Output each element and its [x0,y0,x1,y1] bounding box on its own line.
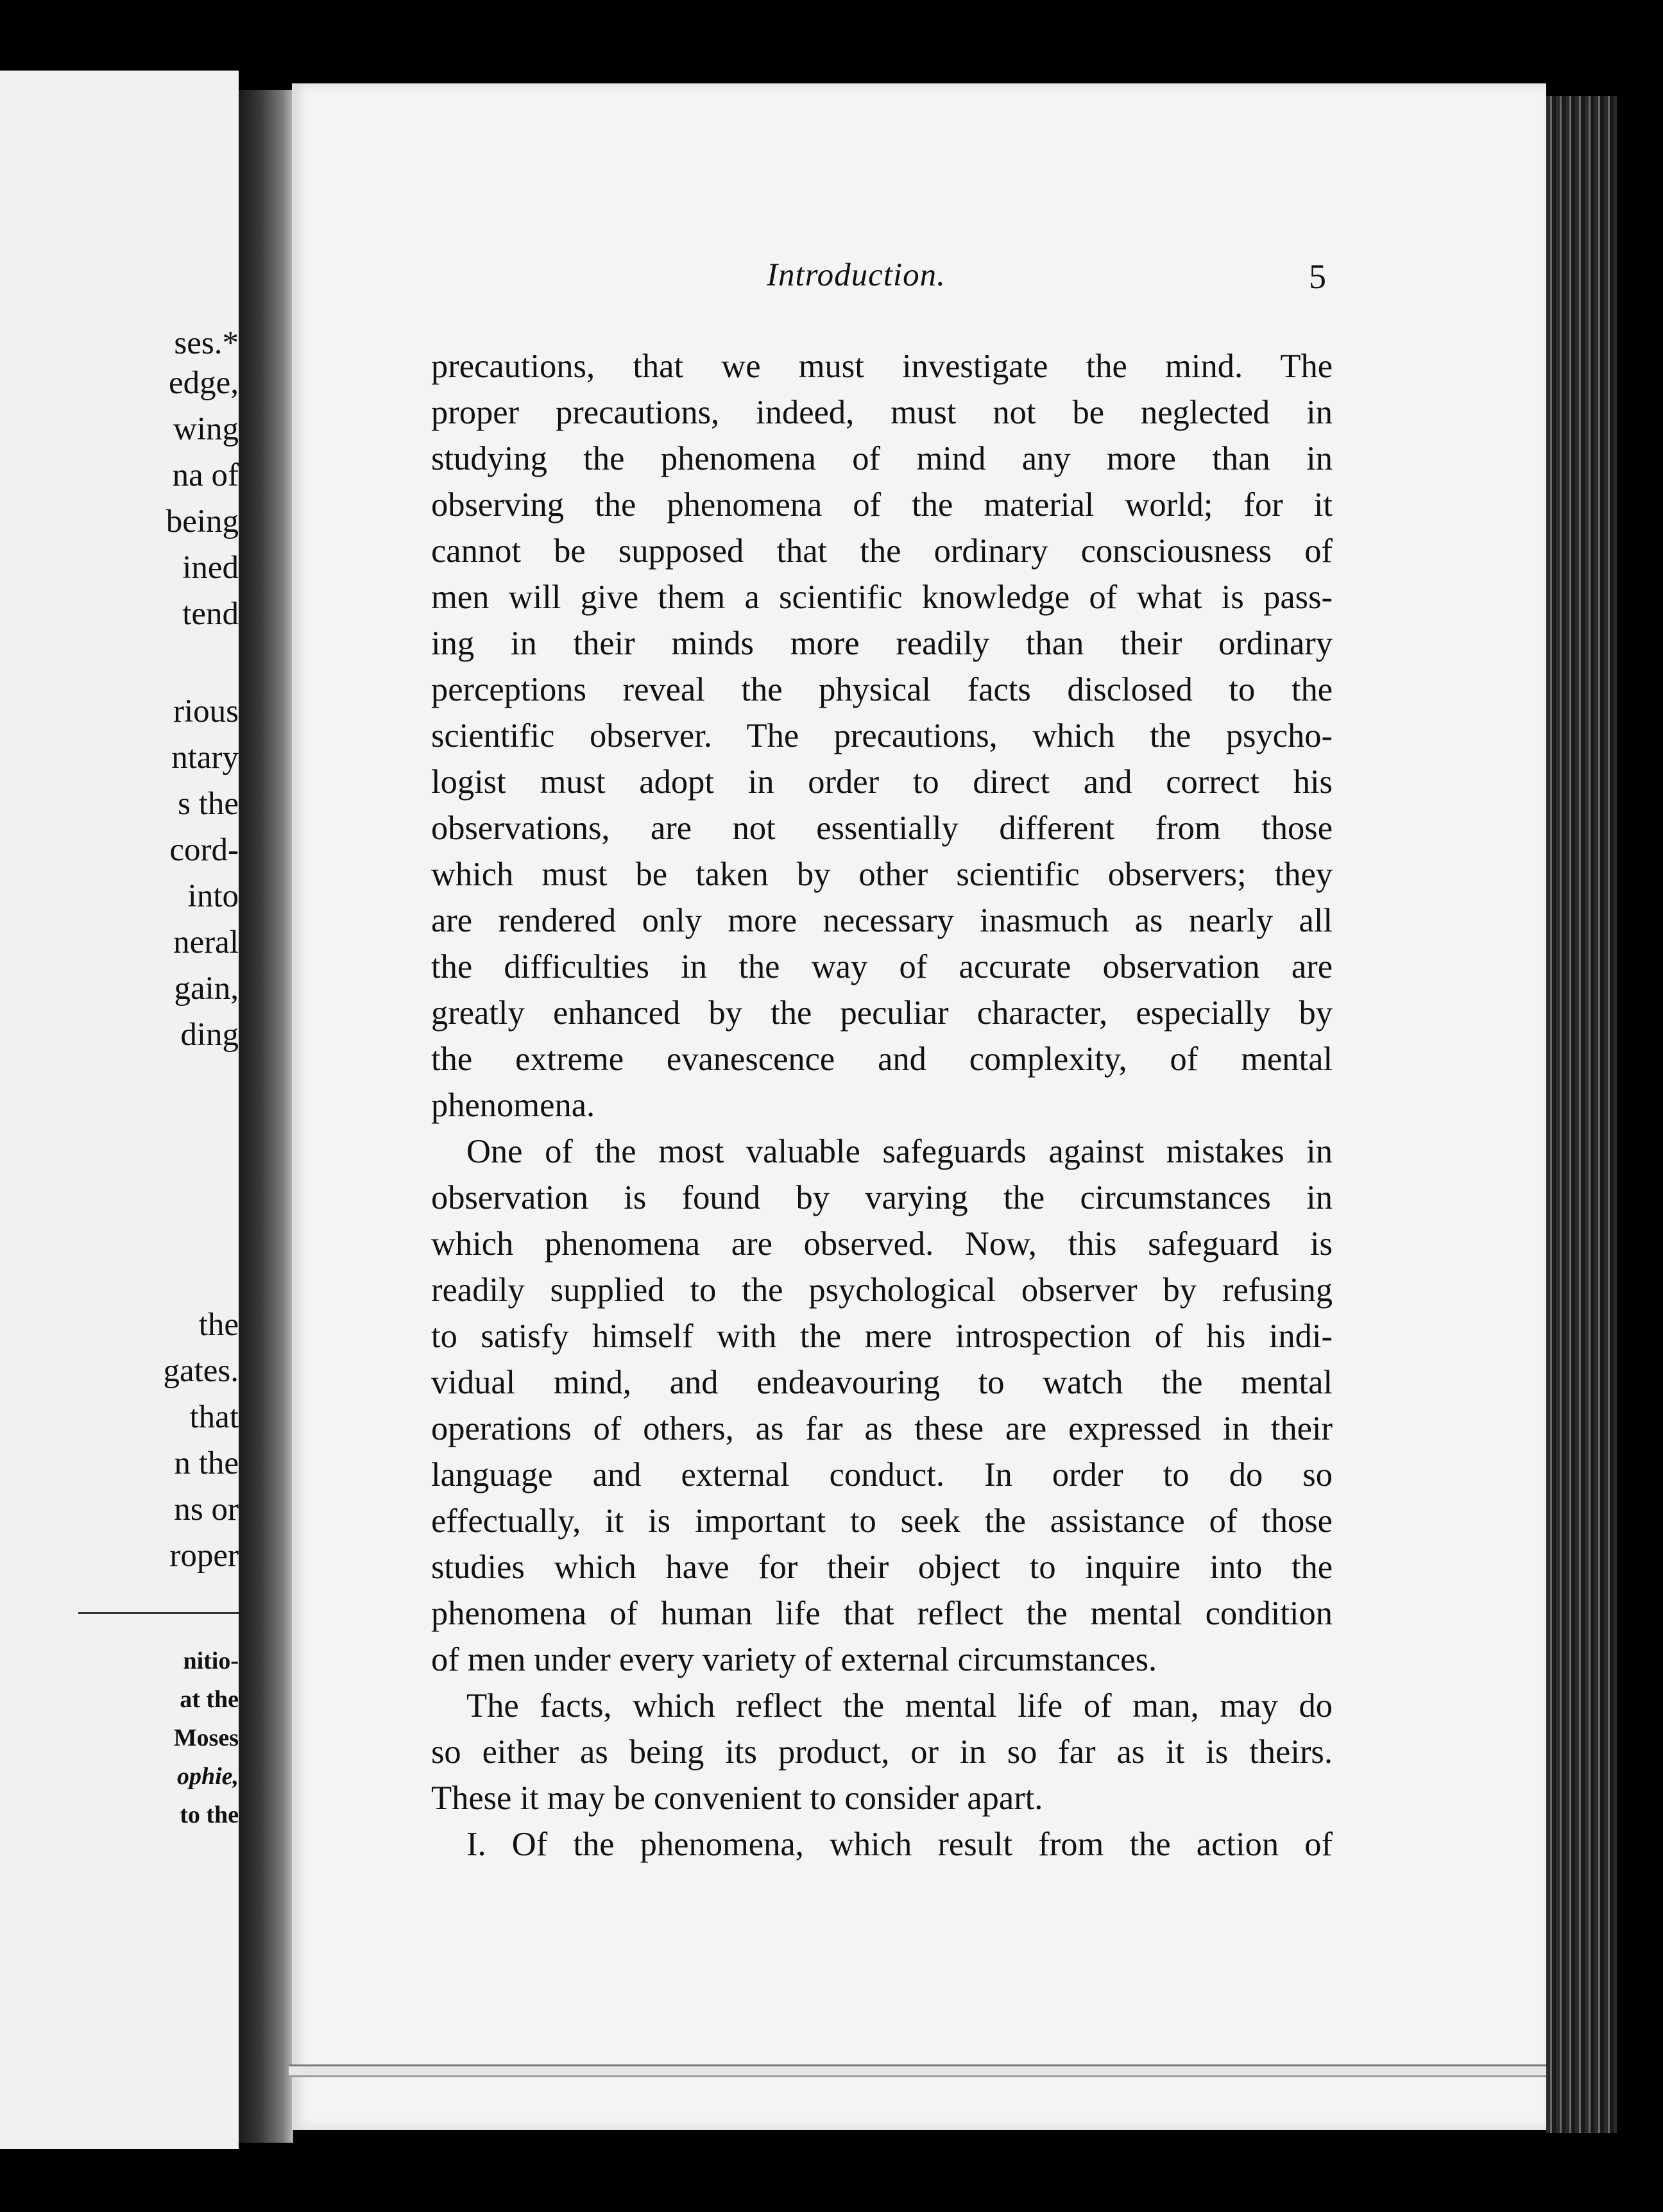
text-line: operations of others, as far as these are expressed in their [431,1410,1333,1447]
text-line: so either as being its product, or in so far as it is theirs. [431,1733,1333,1771]
left-fragment: roper [169,1538,239,1574]
left-fragment: na of [172,457,239,493]
left-fragment: ses.* [174,325,239,361]
left-fragment: n the [174,1445,239,1481]
left-footnote-fragment: ophie, [176,1763,239,1790]
text-line: precautions, that we must investigate the mind. The [431,348,1333,385]
text-line: One of the most valuable safeguards against mistakes in [466,1133,1333,1170]
text-line: which must be taken by other scientific observers; they [431,856,1333,893]
left-fragment: gain, [174,971,239,1007]
left-fragment: s the [178,786,239,822]
text-line: These it may be convenient to consider apart. [431,1780,1043,1817]
text-line: scientific observer. The precautions, which the psycho- [431,717,1333,754]
text-line: phenomena of human life that reflect the mental condition [431,1595,1333,1632]
text-line: proper precautions, indeed, must not be neglected in [431,394,1333,431]
text-line: are rendered only more necessary inasmuch as nearly all [431,902,1333,939]
text-line: men will give them a scientific knowledge of what is pass- [431,579,1333,616]
paragraph [431,1821,1333,1867]
paragraph [431,1128,1333,1683]
left-fragment: edge, [168,365,239,401]
left-fragment: ns or [174,1492,239,1527]
left-fragment: into [187,878,239,914]
text-line: which phenomena are observed. Now, this safeguard is [431,1225,1333,1263]
text-line: The facts, which reflect the mental life of man, may do [466,1687,1333,1724]
left-fragment: the [198,1307,239,1343]
left-footnote-fragment: to the [180,1801,239,1828]
left-footnote-fragment: at the [180,1686,239,1713]
text-line: language and external conduct. In order to do so [431,1456,1333,1493]
text-line: perceptions reveal the physical facts disclosed to the [431,671,1333,708]
left-fragment: rious [173,693,239,729]
left-fragment: ined [182,550,239,586]
text-line: effectually, it is important to seek the assistance of those [431,1502,1333,1540]
text-line: the extreme evanescence and complexity, of mental [431,1041,1333,1078]
left-fragment: ntary [171,740,239,776]
left-fragment: gates. [163,1353,239,1389]
text-line: of men under every variety of external circumstances. [431,1641,1157,1678]
running-head: Introduction. [767,257,946,293]
left-fragment: wing [173,411,239,447]
text-line: greatly enhanced by the peculiar character, especially by [431,994,1333,1032]
text-line: vidual mind, and endeavouring to watch the mental [431,1364,1333,1401]
page-number: 5 [1309,257,1326,296]
left-fragment: ding [180,1017,239,1053]
paragraph [431,343,1333,1128]
text-line: studying the phenomena of mind any more than in [431,440,1333,477]
text-line: observing the phenomena of the material world; for it [431,486,1333,523]
text-line: studies which have for their object to inquire into the [431,1549,1333,1586]
text-line: readily supplied to the psychological observer by refusing [431,1272,1333,1309]
left-fragment: cord- [169,832,239,868]
page-edges [1546,96,1617,2133]
text-line: cannot be supposed that the ordinary consciousness of [431,532,1333,570]
left-fragment: tend [182,596,239,632]
text-line: I. Of the phenomena, which result from the action of [466,1826,1333,1863]
left-page [0,71,239,2149]
book-gutter [239,90,293,2143]
left-fragment: neral [173,924,239,960]
page-bottom-edge [289,2064,1546,2077]
left-fragment: that [189,1399,239,1435]
left-fragment: being [166,504,239,540]
text-line: logist must adopt in order to direct and correct his [431,763,1333,801]
text-line: ing in their minds more readily than their ordinary [431,625,1333,662]
text-line: observation is found by varying the circumstances in [431,1179,1333,1216]
paragraph [431,1683,1333,1821]
text-line: observations, are not essentially different from those [431,810,1333,847]
left-footnote-fragment: nitio- [183,1647,239,1674]
left-footnote-fragment: Moses [173,1724,239,1751]
text-line: to satisfy himself with the mere introspection of his indi- [431,1318,1333,1355]
footnote-rule [78,1612,239,1614]
text-line: the difficulties in the way of accurate observation are [431,948,1333,985]
body-text [431,343,1333,1867]
text-line: phenomena. [431,1087,595,1124]
